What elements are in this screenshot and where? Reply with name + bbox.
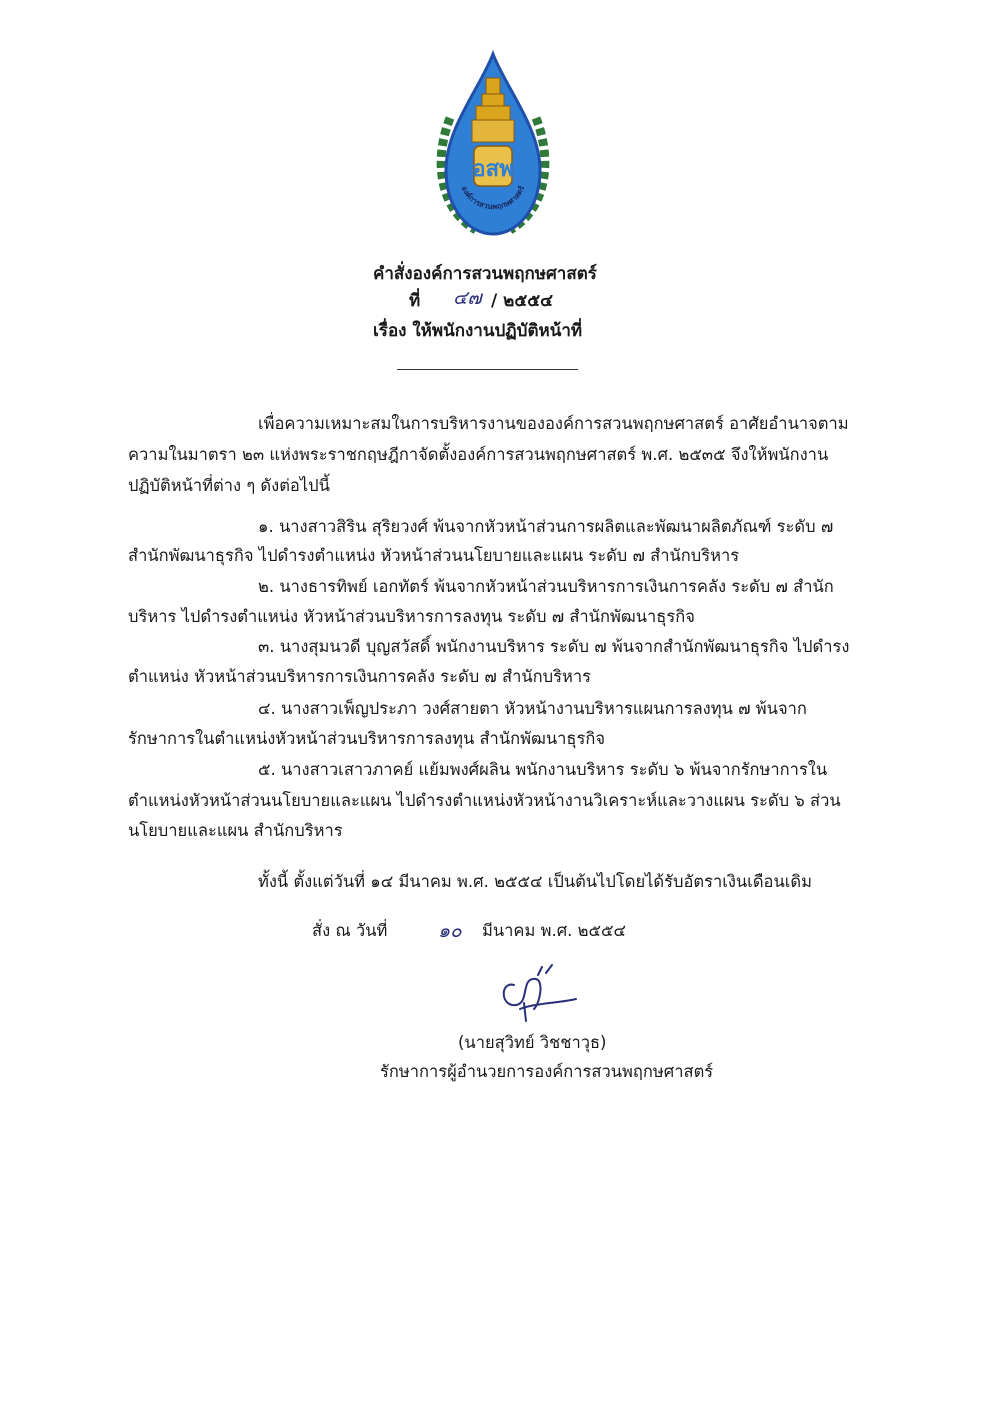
order-subject: เรื่อง ให้พนักงานปฏิบัติหน้าที่ <box>373 321 583 341</box>
intro-line: ความในมาตรา ๒๓ แห่งพระราชกฤษฎีกาจัดตั้งองค์การสวนพฤกษศาสตร์ พ.ศ. ๒๕๓๕ จึงให้พนักงาน <box>128 445 829 464</box>
order-item-line: บริหาร ไปดำรงตำแหน่ง หัวหน้าส่วนบริหารการลงทุน ระดับ ๗ สำนักพัฒนาธุรกิจ <box>128 607 695 626</box>
order-number-year: / ๒๕๕๔ <box>491 291 553 311</box>
order-title: คำสั่งองค์การสวนพฤกษศาสตร์ <box>373 264 597 284</box>
handwritten-signature <box>490 963 580 1023</box>
svg-text:อสพ: อสพ <box>472 156 514 182</box>
effective-date-line: ทั้งนี้ ตั้งแต่วันที่ ๑๔ มีนาคม พ.ศ. ๒๕๕๔ เป็นต้นไปโดยได้รับอัตราเงินเดือนเดิม <box>258 872 812 891</box>
order-item-line: ๑. นางสาวสิริน สุริยวงศ์ พ้นจากหัวหน้าส่วนการผลิตและพัฒนาผลิตภัณฑ์ ระดับ ๗ <box>258 517 834 536</box>
signatory-position: รักษาการผู้อำนวยการองค์การสวนพฤกษศาสตร์ <box>380 1062 714 1081</box>
order-date-suffix: มีนาคม พ.ศ. ๒๕๕๔ <box>482 921 627 940</box>
order-item-line: ตำแหน่ง หัวหน้าส่วนบริหารการเงินการคลัง ระดับ ๗ สำนักบริหาร <box>128 667 592 686</box>
header-divider <box>397 369 578 370</box>
order-item-line: ตำแหน่งหัวหน้าส่วนนโยบายและแผน ไปดำรงตำแหน่งหัวหน้างานวิเคราะห์และวางแผน ระดับ ๖ ส่วน <box>128 791 841 810</box>
order-item-line: ๒. นางธารทิพย์ เอกทัตร์ พ้นจากหัวหน้าส่วนบริหารการเงินการคลัง ระดับ ๗ สำนัก <box>258 577 834 596</box>
order-item-line: ๕. นางสาวเสาวภาคย์ แย้มพงศ์ผลิน พนักงานบริหาร ระดับ ๖ พ้นจากรักษาการใน <box>258 760 828 779</box>
order-date-day: ๑๐ <box>438 920 462 942</box>
order-item-line: ๓. นางสุมนวดี บุญสวัสดิ์ พนักงานบริหาร ระดับ ๗ พ้นจากสำนักพัฒนาธุรกิจ ไปดำรง <box>258 637 850 656</box>
signatory-name: (นายสุวิทย์ วิชชาวุธ) <box>458 1033 607 1052</box>
order-item-line: สำนักพัฒนาธุรกิจ ไปดำรงตำแหน่ง หัวหน้าส่วนนโยบายและแผน ระดับ ๗ สำนักบริหาร <box>128 546 740 565</box>
intro-line: เพื่อความเหมาะสมในการบริหารงานขององค์การสวนพฤกษศาสตร์ อาศัยอำนาจตาม <box>258 414 849 433</box>
order-number-value: ๔๗ <box>453 287 482 309</box>
organization-logo <box>428 48 558 248</box>
intro-line: ปฏิบัติหน้าที่ต่าง ๆ ดังต่อไปนี้ <box>128 476 330 495</box>
order-item-line: รักษาการในตำแหน่งหัวหน้าส่วนบริหารการลงทุน สำนักพัฒนาธุรกิจ <box>128 729 606 748</box>
order-date-prefix: สั่ง ณ วันที่ <box>312 921 388 940</box>
order-number-label: ที่ <box>409 291 421 311</box>
order-item-line: ๔. นางสาวเพ็ญประภา วงศ์สายตา หัวหน้างานบริหารแผนการลงทุน ๗ พ้นจาก <box>258 699 807 718</box>
order-item-line: นโยบายและแผน สำนักบริหาร <box>128 821 343 840</box>
logo-emblem-text: องค์การสวนพฤกษศาสตร์ <box>459 184 527 212</box>
